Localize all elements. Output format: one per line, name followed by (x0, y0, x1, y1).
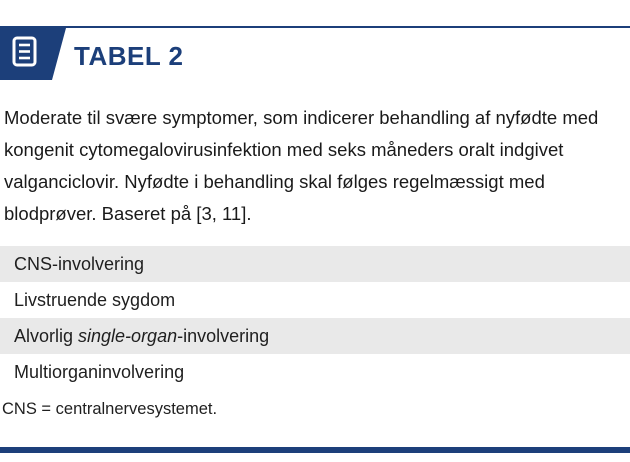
row-text-italic: single-organ (78, 326, 178, 346)
table-row (0, 318, 630, 354)
table-header (0, 28, 630, 80)
row-text: Livstruende sygdom (14, 290, 176, 310)
bottom-rule (0, 447, 630, 453)
data-table (0, 246, 630, 390)
table-row (0, 282, 630, 318)
row-text: CNS-involvering (14, 254, 145, 274)
row-text: Alvorlig (14, 326, 79, 346)
table-title: TABEL 2 (74, 41, 184, 71)
header-badge (0, 28, 70, 80)
table-caption: Moderate til svære symptomer, som indicerer behandling af nyfødte med kongenit cytomegalovirusinfektion med seks måneders oralt indgivet valganciclovir. Nyfødte i behandling skal følges regelmæssigt med blodprøver. Baseret på [3, 11]. (4, 107, 599, 224)
row-text: Multiorganinvolvering (14, 362, 185, 382)
table-row (0, 246, 630, 282)
table-row (0, 354, 630, 390)
table-footnote: CNS = centralnervesystemet. (2, 400, 218, 418)
row-text-suffix: -involvering (177, 326, 270, 346)
